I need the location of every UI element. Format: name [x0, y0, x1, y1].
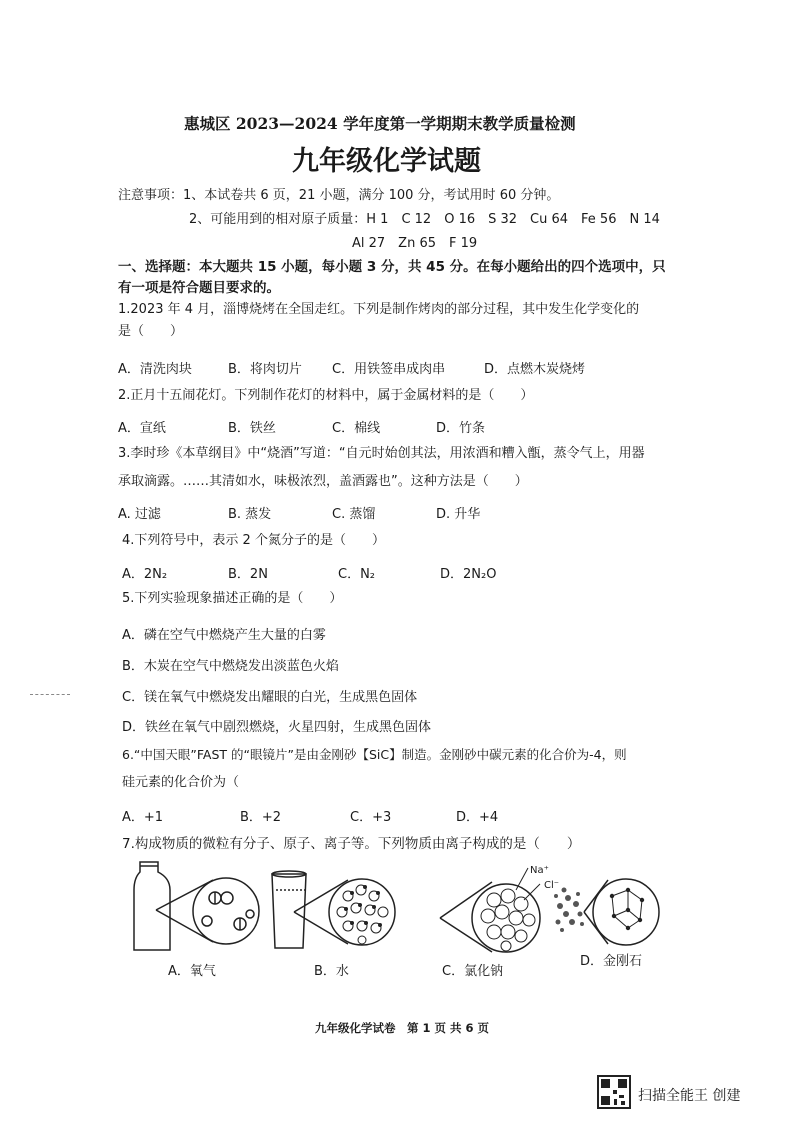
notes-line-2: 2、可能用到的相对原子质量：H 1 C 12 O 16 S 32 Cu 64 Fe 56 N 14	[189, 212, 660, 227]
page-title: 九年级化学试题	[292, 146, 481, 177]
question-4-stem: 4.下列符号中，表示 2 个氮分子的是（ ）	[122, 533, 385, 548]
qr-code-icon	[597, 1075, 631, 1109]
q1-option-a: A．清洗肉块	[118, 362, 192, 377]
q4-option-c: C．N₂	[338, 567, 376, 582]
question-7-stem: 7.构成物质的微粒有分子、原子、离子等。下列物质由离子构成的是（ ）	[122, 836, 581, 852]
question-1-stem: 1.2023 年 4 月，淄博烧烤在全国走红。下列是制作烤肉的部分过程，其中发生化学变化的	[118, 302, 640, 317]
q6-option-d: D．+4	[456, 810, 499, 825]
q3-option-b: B. 蒸发	[228, 507, 272, 522]
q5-option-b: B．木炭在空气中燃烧发出淡蓝色火焰	[122, 659, 339, 674]
q7-option-c: C．氯化钠	[442, 964, 504, 979]
q4-option-a: A．2N₂	[122, 567, 168, 582]
diamond-structure-illustration	[548, 860, 664, 960]
q4-option-b: B．2N	[228, 567, 268, 582]
water-molecule-illustration	[268, 860, 400, 960]
q7-option-d: D．金刚石	[580, 954, 643, 969]
q4-option-d: D．2N₂O	[440, 567, 497, 582]
q6-option-b: B．+2	[240, 810, 282, 825]
q5-option-d: D．铁丝在氧气中剧烈燃烧，火星四射，生成黑色固体	[122, 720, 432, 735]
question-3-stem: 3.李时珍《本草纲目》中“烧酒”写道：“自元时始创其法，用浓酒和糟入甑，蒸令气上，用器	[118, 446, 645, 461]
q7-option-b: B．水	[314, 964, 349, 979]
q6-option-a: A．+1	[122, 810, 164, 825]
section-heading-1: 一、选择题：本大题共 15 小题，每小题 3 分，共 45 分。在每小题给出的四个选项中，只	[118, 259, 666, 275]
sodium-ion-label: Na⁺	[530, 865, 549, 876]
q5-option-a: A．磷在空气中燃烧产生大量的白雾	[122, 628, 326, 643]
q3-option-c: C. 蒸馏	[332, 507, 376, 522]
q5-option-c: C．镁在氧气中燃烧发出耀眼的白光，生成黑色固体	[122, 690, 418, 705]
q2-option-b: B．铁丝	[228, 421, 276, 436]
q3-option-a: A. 过滤	[118, 507, 161, 522]
exam-header: 惠城区 2023—2024 学年度第一学期期末教学质量检测	[184, 114, 576, 133]
q2-option-d: D．竹条	[436, 421, 486, 436]
page-footer: 九年级化学试卷 第 1 页 共 6 页	[315, 1021, 490, 1035]
notes-line-1: 注意事项：1、本试卷共 6 页，21 小题，满分 100 分，考试用时 60 分钟。	[118, 188, 560, 203]
question-6-stem-cont: 硅元素的化合价为（	[122, 775, 240, 790]
q6-option-c: C．+3	[350, 810, 392, 825]
q7-option-a: A．氧气	[168, 964, 216, 979]
margin-mark	[30, 694, 70, 695]
q2-option-a: A．宣纸	[118, 421, 166, 436]
question-6-stem: 6.“中国天眼”FAST 的“眼镜片”是由金刚砂【SiC】制造。金刚砂中碳元素的化合价为-4，则	[122, 747, 627, 762]
q2-option-c: C．棉线	[332, 421, 381, 436]
question-1-stem-cont: 是（ ）	[118, 324, 184, 339]
scanner-watermark: 扫描全能王 创建	[638, 1088, 741, 1104]
question-5-stem: 5.下列实验现象描述正确的是（ ）	[122, 591, 343, 606]
chloride-ion-label: Cl⁻	[544, 880, 560, 891]
q1-option-d: D．点燃木炭烧烤	[484, 362, 586, 377]
notes-line-3: Al 27 Zn 65 F 19	[352, 236, 478, 251]
question-2-stem: 2.正月十五闹花灯。下列制作花灯的材料中，属于金属材料的是（ ）	[118, 388, 534, 403]
q1-option-c: C．用铁签串成肉串	[332, 362, 446, 377]
q1-option-b: B．将肉切片	[228, 362, 302, 377]
q3-option-d: D. 升华	[436, 507, 481, 522]
section-heading-2: 有一项是符合题目要求的。	[118, 280, 280, 296]
oxygen-molecule-illustration	[126, 860, 261, 960]
question-3-stem-cont: 承取滴露。……其清如水，味极浓烈，盖酒露也”。这种方法是（ ）	[118, 474, 528, 489]
